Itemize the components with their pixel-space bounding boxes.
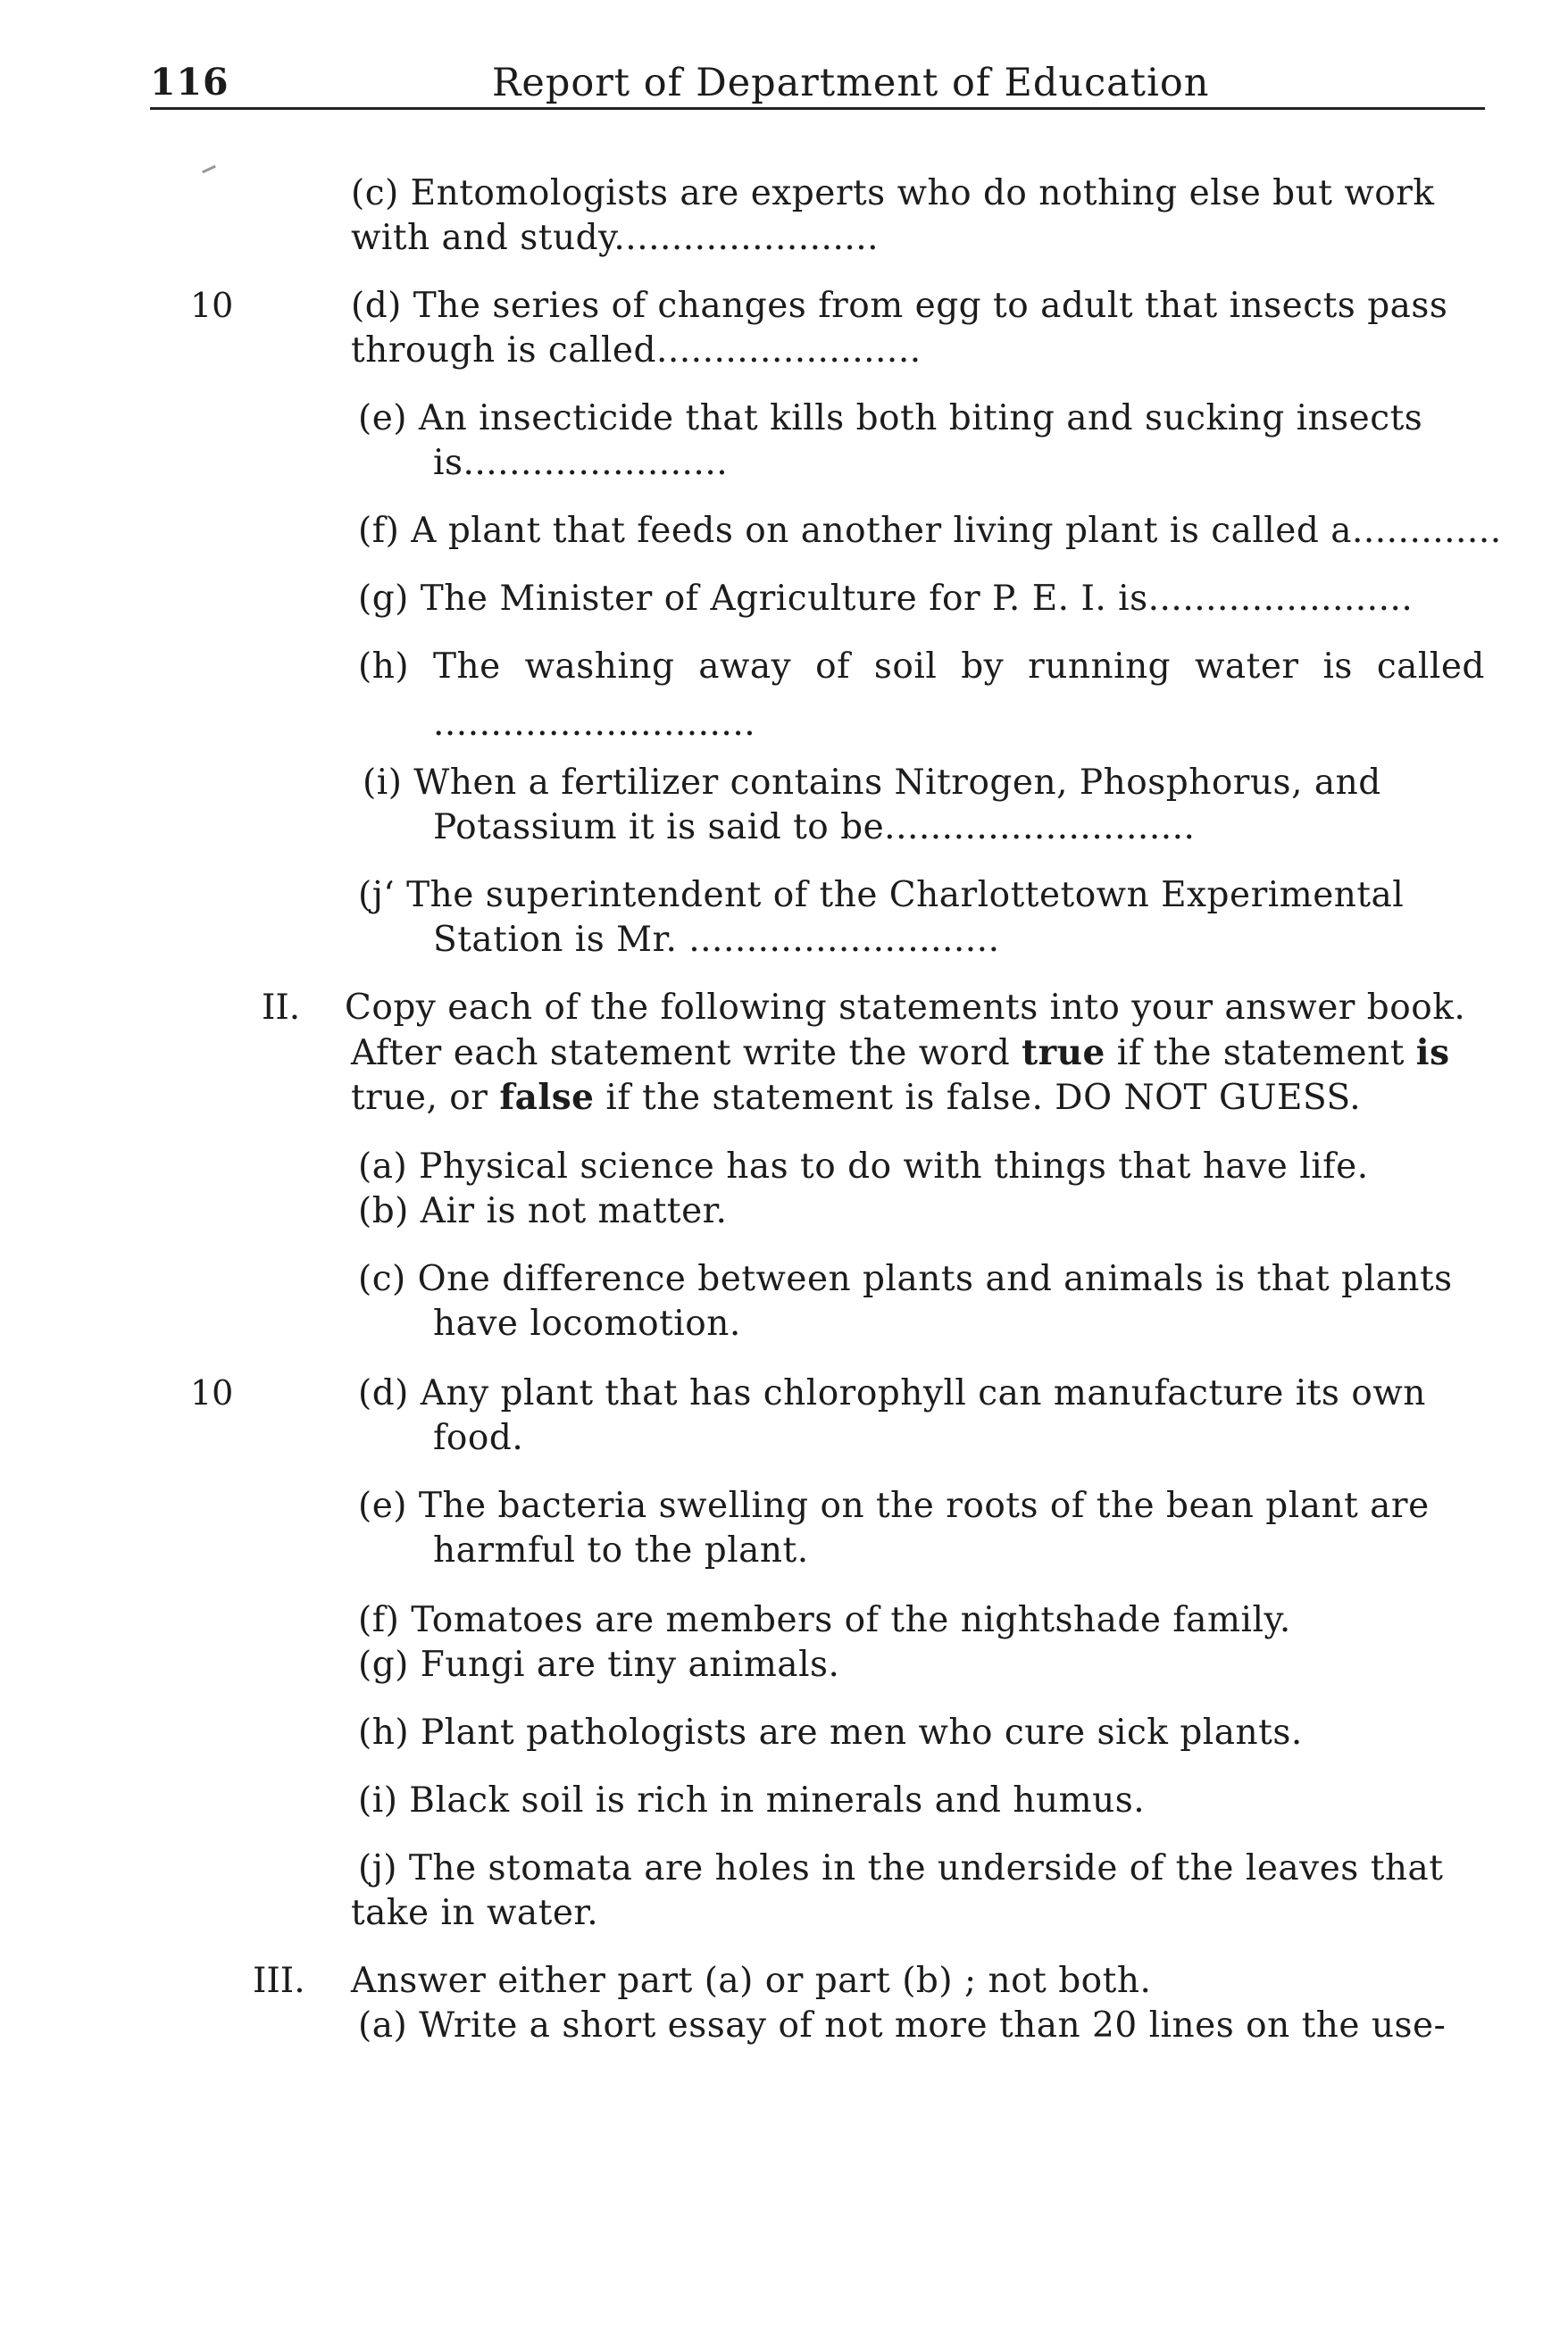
item-c-line2: with and study.......................: [351, 218, 880, 258]
statement-c-line1: (c) One difference between plants and animals is that plants: [358, 1259, 1453, 1299]
section-two-intro-line3: [351, 1075, 1361, 1121]
statement-d-line1: (d) Any plant that has chlorophyll can manufacture its own: [358, 1373, 1426, 1413]
statement-j-line1: (j) The stomata are holes in the underside of the leaves that: [358, 1848, 1444, 1888]
section-three-line2: (a) Write a short essay of not more than 20 lines on the use-: [358, 2005, 1447, 2046]
item-h-label: (h): [358, 646, 410, 687]
item-d-line1: (d) The series of changes from egg to adult that insects pass: [351, 286, 1448, 326]
item-j-line2: Station is Mr. ...........................: [433, 920, 1000, 960]
item-f: (f) A plant that feeds on another living plant is called a.............: [358, 511, 1502, 551]
item-h-line2: ............................: [433, 704, 756, 744]
margin-mark-1: 10: [190, 286, 234, 325]
item-i-line1: (i) When a fertilizer contains Nitrogen, Phosphorus, and: [363, 763, 1381, 803]
header-rule: [150, 107, 1485, 110]
section-two-intro-line2: [351, 1030, 1450, 1076]
statement-h: (h) Plant pathologists are men who cure sick plants.: [358, 1713, 1303, 1753]
statement-f: (f) Tomatoes are members of the nightshade family.: [358, 1600, 1291, 1640]
item-h-word: away: [698, 646, 792, 687]
statement-c-line2: have locomotion.: [433, 1304, 741, 1344]
item-h-word: called: [1376, 646, 1485, 687]
intro-line2-text-a: After each statement write the word: [351, 1033, 1022, 1073]
section-two-intro-line1: Copy each of the following statements into your answer book.: [345, 988, 1466, 1028]
intro-true-word: true: [1022, 1032, 1105, 1073]
item-h-word: The: [433, 646, 501, 687]
item-c-line1-text: (c) Entomologists are experts who do nothing else but work: [351, 173, 1435, 213]
stray-mark: [202, 165, 216, 173]
item-c-line1: [351, 171, 1485, 216]
item-g: (g) The Minister of Agriculture for P. E. I. is.......................: [358, 579, 1414, 619]
intro-false-word: false: [499, 1077, 595, 1118]
intro-line3-text-a: true, or: [351, 1078, 500, 1118]
section-three-line1: Answer either part (a) or part (b) ; not both.: [351, 1961, 1152, 2001]
section-three-numeral: III.: [253, 1961, 305, 2001]
statement-e-line2: harmful to the plant.: [433, 1530, 809, 1571]
margin-mark-2: 10: [190, 1373, 234, 1413]
item-h-word: running: [1028, 646, 1172, 687]
statement-e-line1: (e) The bacteria swelling on the roots of the bean plant are: [358, 1486, 1430, 1526]
item-e-line2: is.......................: [433, 443, 729, 483]
item-h-word: of: [815, 646, 851, 687]
statement-d-line2: food.: [433, 1418, 524, 1458]
item-h-word: is: [1322, 646, 1353, 687]
item-h-word: washing: [524, 646, 675, 687]
statement-a: (a) Physical science has to do with things that have life.: [358, 1146, 1369, 1187]
intro-is-word: is: [1415, 1032, 1450, 1073]
item-h-word: soil: [873, 646, 938, 687]
item-h-word: by: [961, 646, 1005, 687]
running-title: Report of Department of Education: [492, 61, 1210, 105]
statement-j-line2: take in water.: [351, 1893, 599, 1933]
intro-line2-text-b: if the statement: [1105, 1033, 1416, 1073]
statement-i: (i) Black soil is rich in minerals and humus.: [358, 1780, 1146, 1821]
item-h-line1: [433, 645, 1485, 689]
item-e-line1: (e) An insecticide that kills both biting and sucking insects: [358, 398, 1423, 438]
item-j-line1: (j‘ The superintendent of the Charlottetown Experimental: [358, 875, 1405, 915]
item-h-word: water: [1195, 646, 1299, 687]
statement-b: (b) Air is not matter.: [358, 1191, 728, 1231]
item-d-line2: through is called.......................: [351, 330, 922, 371]
section-two-numeral: II.: [262, 988, 301, 1028]
statement-g: (g) Fungi are tiny animals.: [358, 1645, 840, 1685]
item-i-line2: Potassium it is said to be...........................: [433, 807, 1196, 847]
page-number: 116: [150, 61, 229, 104]
intro-line3-text-b: if the statement is false. DO NOT GUESS.: [594, 1078, 1362, 1118]
